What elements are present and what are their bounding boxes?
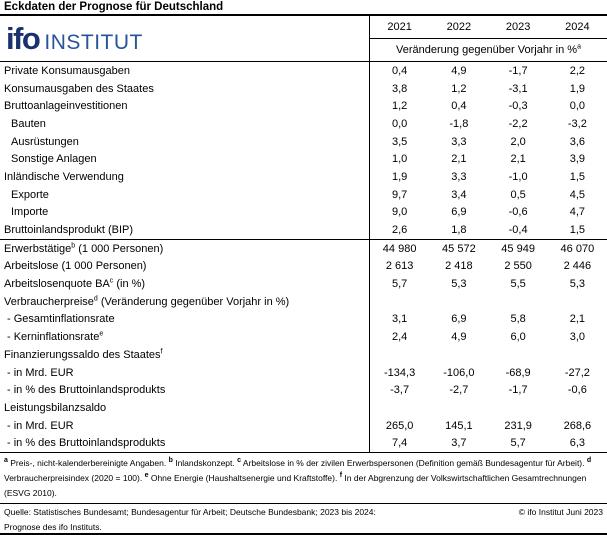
value-cell (429, 293, 488, 311)
table-row (0, 80, 607, 98)
year-column-header: 2024 (565, 21, 590, 33)
table-row (0, 346, 607, 364)
value-cell: -1,7 (508, 64, 528, 77)
table-row (0, 275, 607, 293)
value-cell: -3,1 (508, 82, 528, 95)
value-cell: 2,1 (451, 153, 467, 166)
year-column-header: 2022 (446, 21, 472, 33)
value-cell: 5,5 (510, 278, 526, 291)
institut-logo-text: INSTITUT (44, 31, 143, 54)
subheader-row (370, 39, 607, 61)
value-cell: 1,9 (391, 170, 408, 183)
value-cell (429, 346, 488, 364)
table-row (0, 328, 607, 346)
year-header-block (370, 16, 607, 61)
row-label: Inländische Verwendung (0, 168, 370, 186)
value-cell: 0,5 (510, 188, 526, 201)
value-cell: -27,2 (564, 366, 590, 379)
value-cell: 2,1 (569, 313, 586, 326)
value-cell: -1,7 (508, 384, 528, 397)
value-cell (489, 293, 548, 311)
table-row (0, 417, 607, 435)
row-label: Bruttoanlageinvestitionen (0, 97, 370, 115)
value-cell: 0,0 (391, 117, 408, 130)
value-cell: -0,3 (508, 100, 528, 113)
year-header-row (370, 16, 607, 39)
subheader-label: Veränderung gegenüber Vorjahr in %$^a$ (396, 43, 581, 56)
row-label: Importe (0, 204, 370, 222)
value-cell: 2 550 (504, 260, 532, 273)
value-cell: 0,4 (391, 64, 408, 77)
row-label: Bauten (0, 115, 370, 133)
value-cell: 7,4 (391, 437, 408, 450)
value-cell (489, 346, 548, 364)
table-row (0, 364, 607, 382)
footnote-mark: c (109, 277, 114, 285)
value-cell: 1,5 (569, 170, 586, 183)
subheader-footnote-mark: a (577, 43, 581, 51)
value-cell (370, 346, 429, 364)
row-label: Private Konsumausgaben (0, 62, 370, 80)
value-cell: 44 980 (382, 242, 417, 255)
source-line-1 (4, 505, 603, 520)
table-body (0, 62, 607, 453)
source-block (0, 503, 607, 535)
footnote-mark: e (99, 330, 104, 338)
value-cell: 6,0 (510, 331, 526, 344)
source-text: Quelle: Statistisches Bundesamt; Bundesagentur für Arbeit; Deutsche Bundesbank; 2023 bis 2024: (4, 507, 376, 517)
value-cell: 145,1 (445, 419, 473, 432)
row-label: - Kerninflationsrate$^e$ (0, 328, 370, 346)
value-cell: 4,9 (451, 331, 467, 344)
table-row (0, 186, 607, 204)
table-row (0, 311, 607, 329)
row-label: Leistungsbilanzsaldo (0, 399, 370, 417)
footnote-mark: a (4, 457, 8, 465)
table-row (0, 115, 607, 133)
value-cell: 5,7 (391, 278, 408, 291)
value-cell: 6,3 (569, 437, 586, 450)
row-label: Arbeitslosenquote $BA^c$ (in %) (0, 275, 370, 293)
table-row (0, 293, 607, 311)
footnote-mark: d (586, 457, 592, 465)
value-cell: 3,7 (451, 437, 467, 450)
row-label: Ausrüstungen (0, 133, 370, 151)
value-cell: -1,0 (508, 170, 528, 183)
table-row (0, 399, 607, 417)
value-cell: 3,8 (391, 82, 408, 95)
value-cell: 1,9 (569, 82, 586, 95)
footnote-mark: e (144, 472, 149, 480)
table-row (0, 381, 607, 399)
value-cell: 265,0 (385, 419, 414, 432)
logo-cell (0, 16, 370, 61)
value-cell (489, 399, 548, 417)
value-cell: 46 070 (560, 242, 595, 255)
row-label: Konsumausgaben des Staates (0, 80, 370, 98)
value-cell: -2,2 (508, 117, 528, 130)
value-cell: -2,7 (449, 384, 469, 397)
value-cell: 9,7 (391, 188, 408, 201)
value-cell: 3,3 (451, 135, 467, 148)
row-label: Bruttoinlandsprodukt (BIP) (0, 221, 370, 239)
value-cell: 3,3 (451, 170, 467, 183)
value-cell: 1,2 (391, 100, 408, 113)
value-cell: 6,9 (451, 313, 467, 326)
table-row (0, 97, 607, 115)
table-row (0, 204, 607, 222)
value-cell: 2,1 (510, 153, 526, 166)
value-cell: 4,7 (569, 206, 586, 219)
value-cell: -3,2 (567, 117, 587, 130)
footnote-mark: d (93, 295, 98, 303)
value-cell: 5,3 (451, 278, 467, 291)
row-label: - in Mrd. EUR (0, 364, 370, 382)
value-cell (370, 399, 429, 417)
value-cell: -0,4 (508, 224, 528, 237)
value-cell: 2 418 (445, 260, 473, 273)
table-row (0, 240, 607, 258)
value-cell: 3,4 (451, 188, 467, 201)
value-cell (370, 293, 429, 311)
footnote-mark: b (71, 242, 76, 250)
value-cell: 2 446 (563, 260, 592, 273)
value-cell: 2,4 (391, 331, 408, 344)
value-cell: 3,5 (391, 135, 408, 148)
value-cell: 3,6 (569, 135, 586, 148)
row-label: Sonstige Anlagen (0, 150, 370, 168)
value-cell: 2,2 (569, 64, 586, 77)
value-cell: -1,8 (449, 117, 469, 130)
year-column-header: 2023 (505, 21, 531, 33)
value-cell: -0,6 (567, 384, 587, 397)
table-row (0, 168, 607, 186)
table-row (0, 62, 607, 80)
value-cell: 1,5 (569, 224, 586, 237)
row-label: - in % des Bruttoinlandsprodukts (0, 434, 370, 452)
footnotes: $^a$ Preis-, nicht-kalenderbereinigte Angaben. $^b$ Inlandskonzept. $^c$ Arbeitslose in % der zivilen Erwerbspersonen (Definition gemäß Bundesagentur für Arbeit). $^d$ Verbraucherpreisindex (2020 = 100). $^e$ Ohne Energie (Haushaltsenergie und Kraftstoffe). $^f$ In der Abgrenzung der Volkswirtschaftlichen Gesamtrechnungen (ESVG 2010). (4, 457, 592, 499)
table-row (0, 221, 607, 240)
value-cell (548, 346, 607, 364)
value-cell: 6,9 (451, 206, 467, 219)
value-cell: 3,0 (569, 331, 586, 344)
row-label: Finanzierungssaldo des Staates$^f$ (0, 346, 370, 364)
row-label: - in Mrd. EUR (0, 417, 370, 435)
value-cell: -106,0 (443, 366, 475, 379)
table-row (0, 434, 607, 452)
footnote-mark: f (160, 348, 163, 356)
footnote-mark: b (168, 457, 173, 465)
ifo-institut-logo (6, 23, 143, 54)
value-cell: 2 613 (385, 260, 414, 273)
ifo-logo-wordmark: ifo (6, 21, 40, 56)
value-cell: 9,0 (391, 206, 408, 219)
value-cell: -134,3 (384, 366, 416, 379)
value-cell (548, 399, 607, 417)
value-cell: 3,9 (569, 153, 586, 166)
value-cell: 2,0 (510, 135, 526, 148)
table-row (0, 133, 607, 151)
source-line-2: Prognose des ifo Instituts. (4, 521, 102, 532)
value-cell: 1,2 (451, 82, 467, 95)
row-label: Exporte (0, 186, 370, 204)
value-cell: -3,7 (390, 384, 410, 397)
year-column-header: 2021 (387, 21, 412, 33)
page-title: Eckdaten der Prognose für Deutschland (4, 1, 224, 13)
value-cell: 5,7 (510, 437, 526, 450)
value-cell: 3,1 (391, 313, 408, 326)
row-label: Arbeitslose (1 000 Personen) (0, 258, 370, 276)
value-cell: 5,3 (569, 278, 586, 291)
value-cell: -68,9 (505, 366, 531, 379)
value-cell (429, 399, 488, 417)
data-table (0, 14, 607, 453)
table-header (0, 16, 607, 62)
value-cell: 45 949 (501, 242, 535, 255)
value-cell: 1,8 (451, 224, 467, 237)
row-label: - in % des Bruttoinlandsprodukts (0, 381, 370, 399)
value-cell: 4,5 (569, 188, 586, 201)
value-cell: 0,0 (569, 100, 586, 113)
value-cell: 1,0 (391, 153, 408, 166)
value-cell: 231,9 (504, 419, 532, 432)
row-label: Erwerbstätige$^b$ (1 000 Personen) (0, 240, 370, 258)
row-label: - Gesamtinflationsrate (0, 311, 370, 329)
value-cell: 4,9 (451, 64, 467, 77)
value-cell: 268,6 (563, 419, 592, 432)
footnote-mark: c (237, 457, 242, 465)
value-cell (548, 293, 607, 311)
table-row (0, 258, 607, 276)
value-cell: 2,6 (391, 224, 408, 237)
value-cell: -0,6 (508, 206, 528, 219)
footnote-mark: f (339, 472, 343, 480)
value-cell: 5,8 (510, 313, 526, 326)
table-row (0, 150, 607, 168)
value-cell: 0,4 (451, 100, 467, 113)
value-cell: 45 572 (442, 242, 476, 255)
copyright-text: © ifo Institut Juni 2023 (518, 507, 603, 517)
row-label: Verbraucherpreise$^d$ (Veränderung gegenüber Vorjahr in %) (0, 293, 370, 311)
